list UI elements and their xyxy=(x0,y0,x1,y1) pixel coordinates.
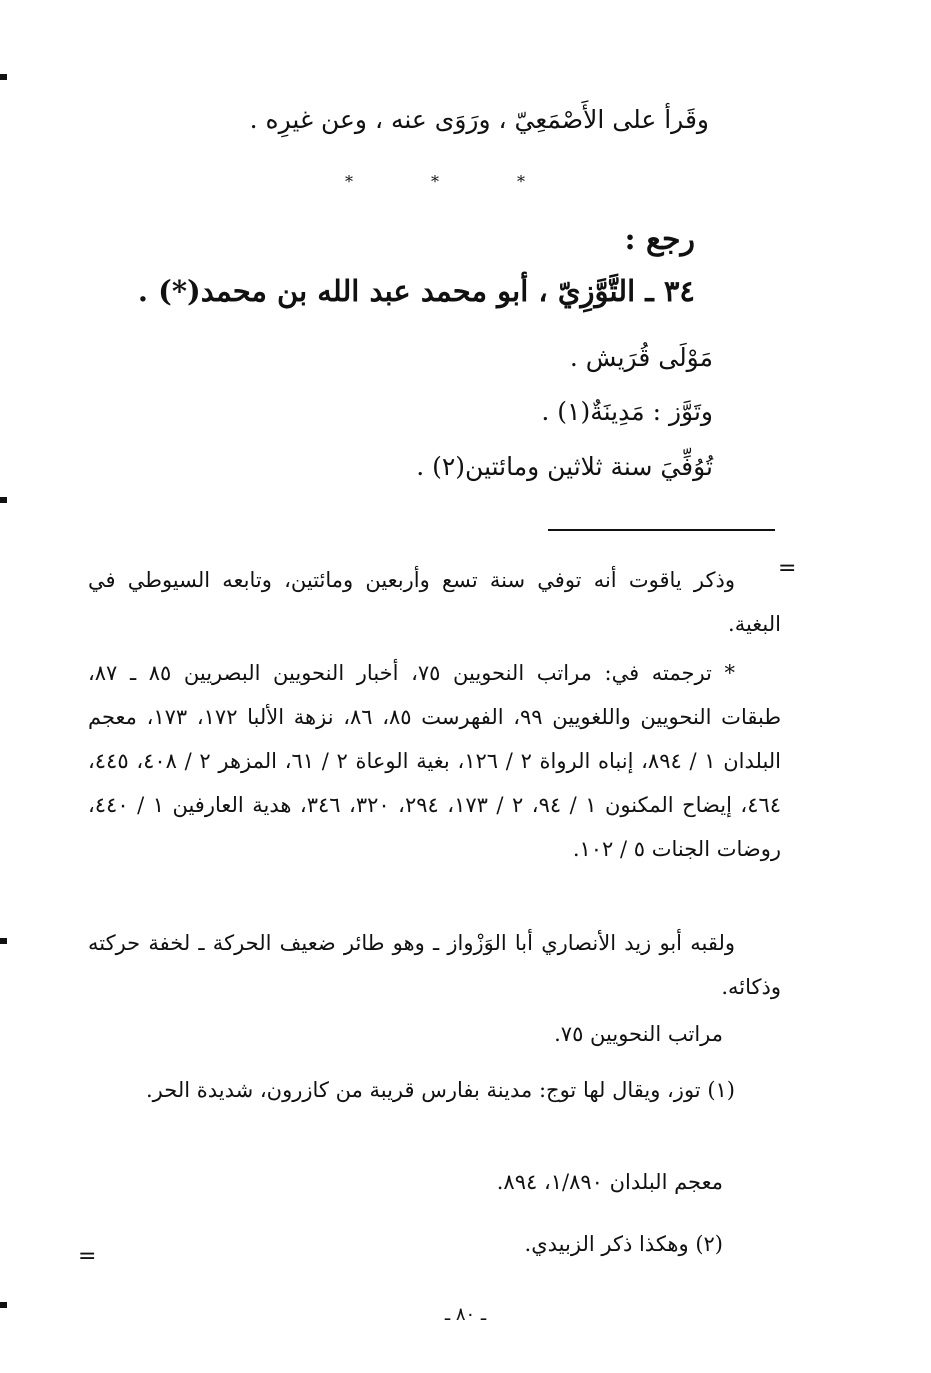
entry-title: ٣٤ ـ التَّوَّزِيّ ، أبو محمد عبد الله بن محمد(*) . xyxy=(137,274,695,308)
footnote-1-reference: معجم البلدان ١/٨٩٠، ٨٩٤. xyxy=(496,1170,723,1194)
section-separator xyxy=(345,172,525,191)
footnote-separator-rule xyxy=(548,529,775,531)
body-text-line: وقَرأ على الأَصْمَعِيّ ، ورَوَى عنه ، وعن غيرِه . xyxy=(249,105,709,134)
continuation-mark: = xyxy=(778,556,797,581)
footnote-2: (٢) وهكذا ذكر الزبيدي. xyxy=(524,1232,723,1256)
separator-star: * xyxy=(345,172,353,191)
footnote-1: (١) توز، ويقال لها توج: مدينة بفارس قريبة من كازرون، شديدة الحر. xyxy=(146,1078,735,1102)
page-edge-mark xyxy=(0,497,7,503)
continuation-mark: = xyxy=(78,1244,97,1269)
footnote-paragraph: ولقبه أبو زيد الأنصاري أبا الوَزْواز ـ وهو طائر ضعيف الحركة ـ لخفة حركته وذكائه. xyxy=(88,931,781,999)
section-label: رجع : xyxy=(624,222,695,257)
entry-line: وتَوَّز : مَدِينَةٌ(١) . xyxy=(541,397,713,426)
page-edge-mark xyxy=(0,74,7,80)
entry-line: تُوُفِّيَ سنة ثلاثين ومائتين(٢) . xyxy=(416,452,713,481)
footnote-star: * ترجمته في: مراتب النحويين ٧٥، أخبار النحويين البصريين ٨٥ ـ ٨٧، طبقات النحويين واللغويين ٩٩، الفهرست ٨٥، ٨٦، نزهة الألبا ١٧٢، ١٧٣، معجم البلدان ١ / ٨٩٤، إنباه الرواة ٢ / ١٢٦، بغية الوعاة ٢ / ٦١، المزهر ٢ / ٤٠٨، ٤٤٥، ٤٦٤، إيضاح المكنون ١ / ٩٤، ٢ / ١٧٣، ٢٩٤، ٣٢٠، ٣٤٦، هدية العارفين ١ / ٤٤٠، روضات الجنات ٥ / ١٠٢. xyxy=(88,661,782,861)
footnote-paragraph: وذكر ياقوت أنه توفي سنة تسع وأربعين ومائتين، وتابعه السيوطي في البغية. xyxy=(88,568,781,636)
entry-line: مَوْلَى قُرَيش . xyxy=(569,343,713,372)
separator-star: * xyxy=(517,172,525,191)
footnote-paragraph: مراتب النحويين ٧٥. xyxy=(554,1022,723,1046)
page-number: ـ ٨٠ ـ xyxy=(444,1304,487,1325)
page-edge-mark xyxy=(0,938,7,944)
separator-star: * xyxy=(431,172,439,191)
